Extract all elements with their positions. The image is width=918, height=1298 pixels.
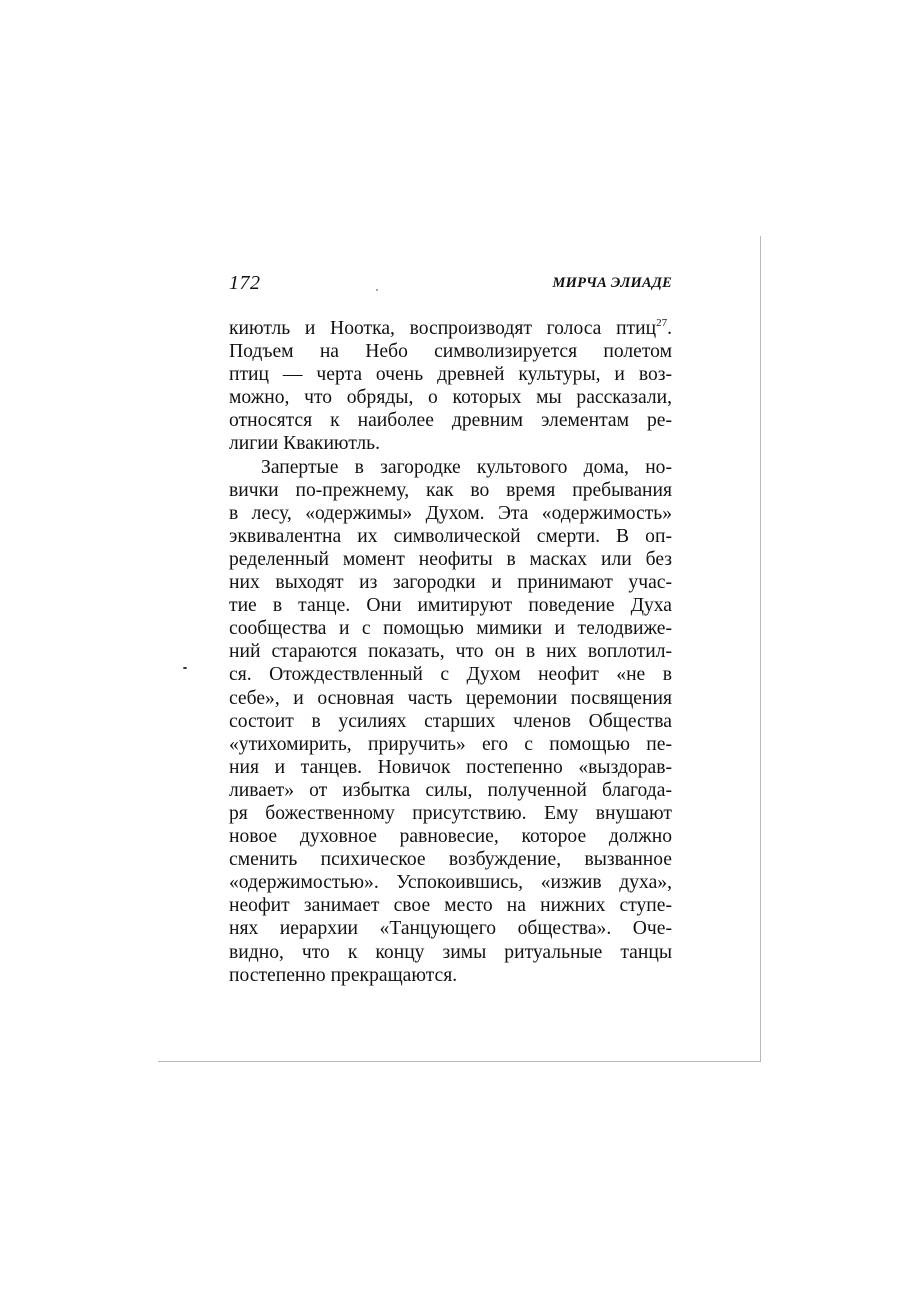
text-body [229, 317, 672, 987]
text-line: эквивалентна их символической смерти. В оп- [229, 525, 672, 547]
text-line: «утихомирить, приручить» его с помощью пе- [229, 733, 672, 755]
text-line: постепенно прекращаются. [229, 964, 458, 986]
page-edge-right [760, 236, 761, 1062]
text-line: ния и танцев. Новичок постепенно «выздорав- [229, 756, 672, 778]
text-line: относятся к наиболее древним элементам ре- [229, 410, 672, 432]
text-line: Подъем на Небо символизируется полетом [229, 341, 672, 363]
text-line: киютль и Ноотка, воспроизводят голоса птиц$^{27}$. [229, 317, 672, 339]
text-line: неофит занимает свое место на нижних ступе- [229, 895, 672, 917]
text-line: нях иерархии «Танцующего общества». Оче- [229, 918, 672, 940]
scan-speck [183, 667, 187, 669]
text-line: видно, что к концу зимы ритуальные танцы [229, 941, 672, 963]
text-line: состоит в усилиях старших членов Общества [229, 710, 672, 732]
text-line: в лесу, «одержимы» Духом. Эта «одержимость» [229, 502, 672, 524]
text-line: птиц — черта очень древней культуры, и воз- [229, 364, 672, 386]
text-line: вички по-прежнему, как во время пребывания [229, 479, 672, 501]
text-line: новое духовное равновесие, которое должно [229, 826, 672, 848]
text-line: сообщества и с помощью мимики и телодвиже- [229, 618, 672, 640]
page-number: 172 [229, 272, 261, 294]
text-line-indented: Запертые в загородке культового дома, но- [261, 456, 672, 478]
page-edge-bottom [158, 1061, 761, 1062]
text-line: себе», и основная часть церемонии посвящения [229, 687, 672, 709]
text-line: сменить психическое возбуждение, вызванное [229, 849, 672, 871]
footnote-reference: 27 [656, 317, 668, 329]
text-line: них выходят из загородки и принимают учас- [229, 572, 672, 594]
text-line: ливает» от избытка силы, полученной благода- [229, 779, 672, 801]
text-line: тие в танце. Они имитируют поведение Духа [229, 595, 672, 617]
running-head-author: МИРЧА ЭЛИАДЕ [552, 275, 672, 291]
text-line: можно, что обряды, о которых мы рассказали, [229, 387, 672, 409]
text-line: лигии Квакиютль. [229, 433, 380, 455]
text-line: ределенный момент неофиты в масках или без [229, 548, 672, 570]
running-head [229, 272, 672, 298]
text-line: «одержимостью». Успокоившись, «изжив духа», [229, 872, 672, 894]
text-line: ний стараются показать, что он в них воплотил- [229, 641, 672, 663]
text-line: ся. Отождествленный с Духом неофит «не в [229, 664, 672, 686]
text-line: ря божественному присутствию. Ему внушают [229, 802, 672, 824]
